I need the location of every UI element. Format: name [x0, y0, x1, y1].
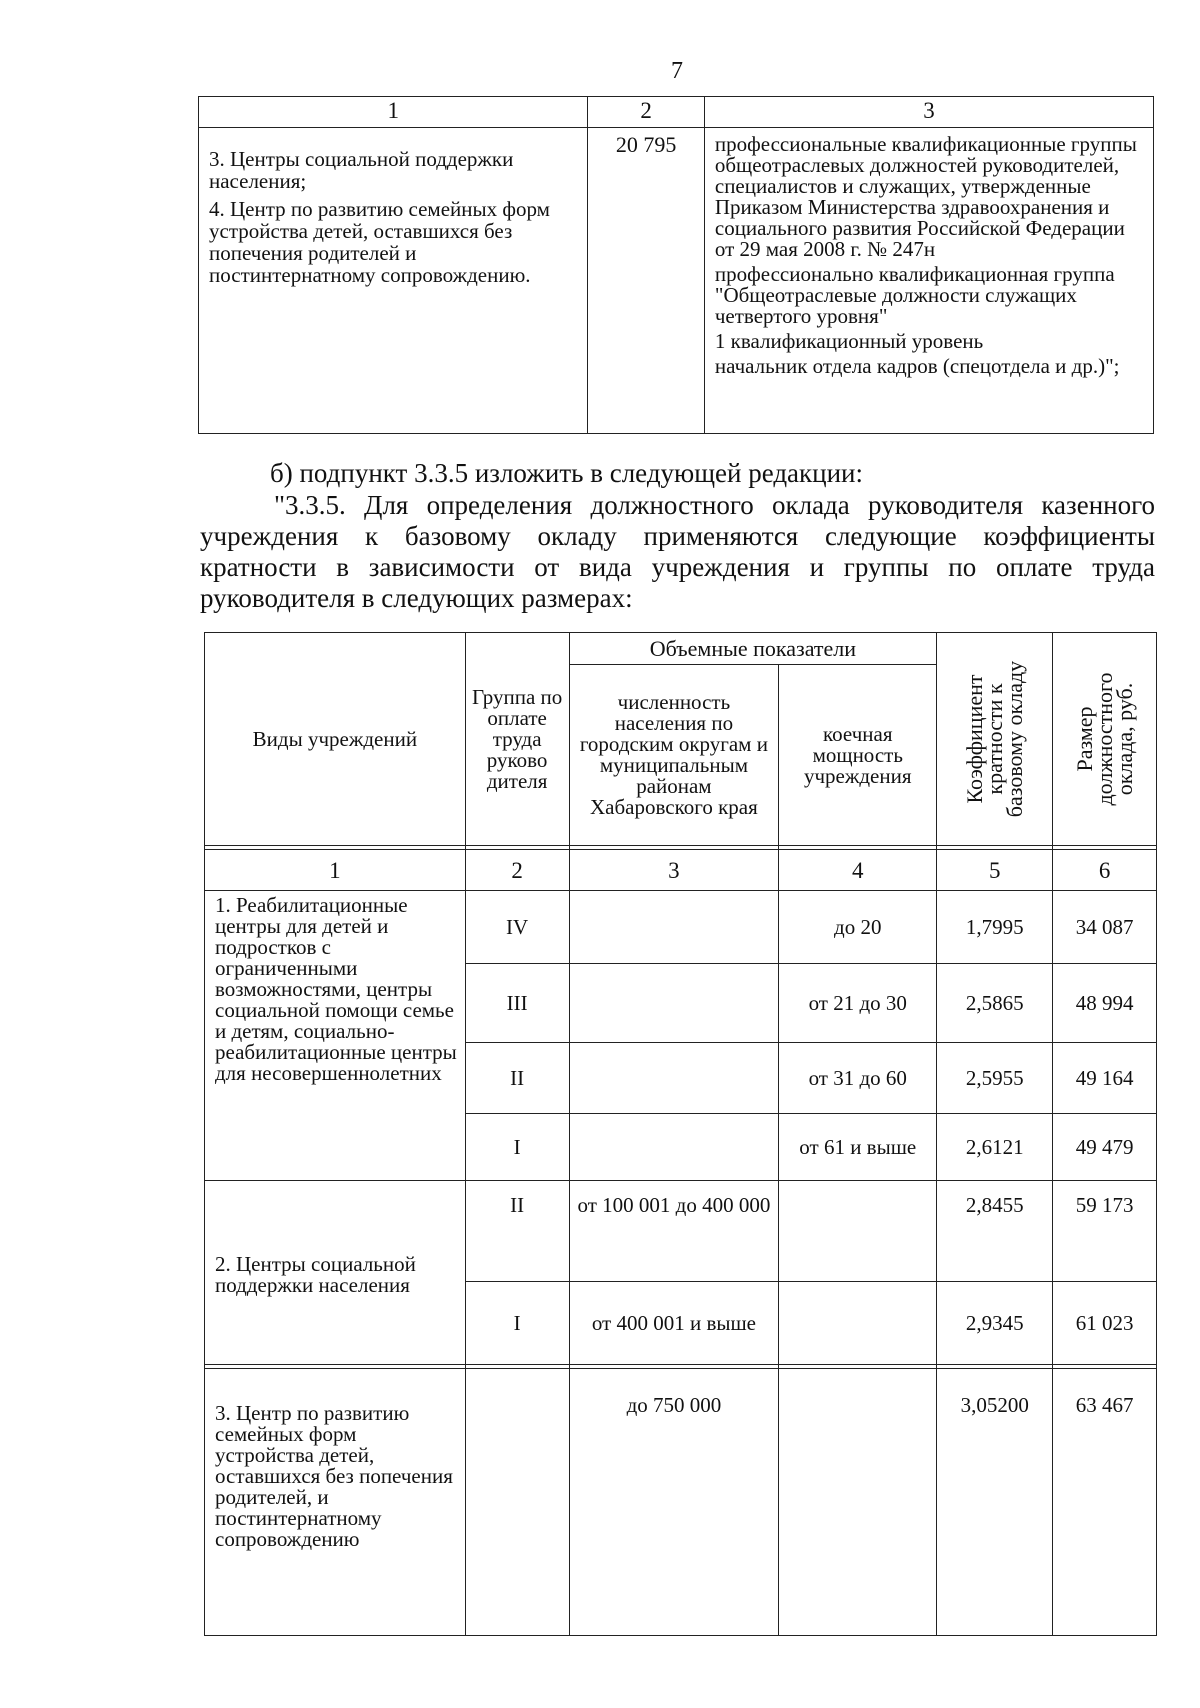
header-col-1: 1	[199, 97, 588, 128]
institution-item: 3. Центры социальной поддержки населения;	[209, 147, 514, 193]
column-number: 4	[779, 850, 937, 891]
coefficient-value: 2,8455	[937, 1181, 1053, 1282]
population-range: от 400 001 и выше	[569, 1282, 779, 1365]
column-number: 2	[465, 850, 569, 891]
bed-capacity-range: от 31 до 60	[779, 1043, 937, 1114]
coefficient-value: 2,5955	[937, 1043, 1053, 1114]
pay-group: II	[465, 1043, 569, 1114]
bed-capacity-range	[779, 1369, 937, 1636]
table-row	[205, 1369, 1157, 1636]
bed-capacity-range	[779, 1282, 937, 1365]
column-number: 3	[569, 850, 779, 891]
salary-value: 49 479	[1053, 1114, 1157, 1181]
header-institution-types: Виды учреждений	[205, 633, 466, 846]
qualification-text: профессионально квалификационная группа "Общеотраслевые должности служащих четвертого уровня"	[714, 262, 1115, 328]
population-range: от 100 001 до 400 000	[569, 1181, 779, 1282]
institution-types-cell	[199, 128, 588, 434]
pay-group: II	[465, 1181, 569, 1282]
salary-table-continuation	[198, 96, 1154, 434]
institution-name: 1. Реабилитационные центры для детей и подростков с ограниченными возможностями, центры социальной помощи семье и детям, социально-реабилитационные центры для несовершеннолетних	[205, 891, 466, 1181]
coefficient-value: 1,7995	[937, 891, 1053, 964]
header-salary	[1053, 633, 1157, 846]
header-pay-group: Группа по оплате труда руково дителя	[465, 633, 569, 846]
header-col-3: 3	[704, 97, 1153, 128]
qualification-groups-cell	[704, 128, 1153, 434]
qualification-text: 1 квалификационный уровень	[714, 329, 984, 353]
column-number: 5	[937, 850, 1053, 891]
bed-capacity-range: до 20	[779, 891, 937, 964]
pay-group	[465, 1369, 569, 1636]
institution-item: 4. Центр по развитию семейных форм устройства детей, оставшихся без попечения родителей и постинтернатному сопровождению.	[209, 197, 550, 287]
coefficient-value: 3,05200	[937, 1369, 1053, 1636]
header-coefficient-text: Коэффициент кратности к базовому окладу	[961, 660, 1027, 818]
population-range	[569, 891, 779, 964]
header-col-2: 2	[588, 97, 704, 128]
table-row	[199, 128, 1154, 434]
coefficient-value: 2,6121	[937, 1114, 1053, 1181]
header-bed-capacity: коечная мощность учреждения	[779, 665, 937, 846]
header-volume-indicators: Объемные показатели	[569, 633, 937, 665]
table-row	[205, 1181, 1157, 1282]
salary-value: 63 467	[1053, 1369, 1157, 1636]
column-number: 6	[1053, 850, 1157, 891]
subparagraph-3-3-5: "3.3.5. Для определения должностного оклада руководителя казенного учреждения к базовому окладу применяются следующие коэффициенты кратности в зависимости от вида учреждения и группы по оплате труда руководителя в следующих размерах:	[200, 490, 1155, 613]
pay-group: I	[465, 1282, 569, 1365]
institution-name: 2. Центры социальной поддержки населения	[205, 1181, 466, 1365]
coefficient-table	[204, 632, 1157, 1636]
pay-group: I	[465, 1114, 569, 1181]
salary-value: 49 164	[1053, 1043, 1157, 1114]
header-population: численность населения по городским округам и муниципальным районам Хабаровского края	[569, 665, 779, 846]
population-range	[569, 1043, 779, 1114]
qualification-text: профессиональные квалификационные группы общеотраслевых должностей руководителей, специалистов и служащих, утвержденные Приказом Министерства здравоохранения и социального развития Российской Федерации от 29 мая 2008 г. № 247н	[714, 132, 1137, 261]
table-header-row	[205, 633, 1157, 665]
header-salary-text: Размер должностного оклада, руб.	[1071, 672, 1137, 806]
pay-group: III	[465, 964, 569, 1043]
salary-value: 61 023	[1053, 1282, 1157, 1365]
population-range: до 750 000	[569, 1369, 779, 1636]
page-number: 7	[671, 58, 683, 84]
salary-value: 59 173	[1053, 1181, 1157, 1282]
base-salary-cell	[588, 128, 704, 434]
bed-capacity-range: от 61 и выше	[779, 1114, 937, 1181]
population-range	[569, 1114, 779, 1181]
column-numbers-row	[205, 850, 1157, 891]
header-coefficient	[937, 633, 1053, 846]
column-number: 1	[205, 850, 466, 891]
subparagraph-b: б) подпункт 3.3.5 изложить в следующей редакции:	[270, 458, 864, 488]
institution-name: 3. Центр по развитию семейных форм устройства детей, оставшихся без попечения родителей, и постинтернатному сопровождению	[205, 1369, 466, 1636]
table-row	[205, 891, 1157, 964]
pay-group: IV	[465, 891, 569, 964]
coefficient-value: 2,9345	[937, 1282, 1053, 1365]
table-header-row	[199, 97, 1154, 128]
population-range	[569, 964, 779, 1043]
bed-capacity-range	[779, 1181, 937, 1282]
bed-capacity-range: от 21 до 30	[779, 964, 937, 1043]
coefficient-value: 2,5865	[937, 964, 1053, 1043]
qualification-text: начальник отдела кадров (спецотдела и др.)";	[714, 354, 1120, 378]
salary-value: 48 994	[1053, 964, 1157, 1043]
salary-value: 34 087	[1053, 891, 1157, 964]
base-salary-value: 20 795	[615, 132, 677, 157]
